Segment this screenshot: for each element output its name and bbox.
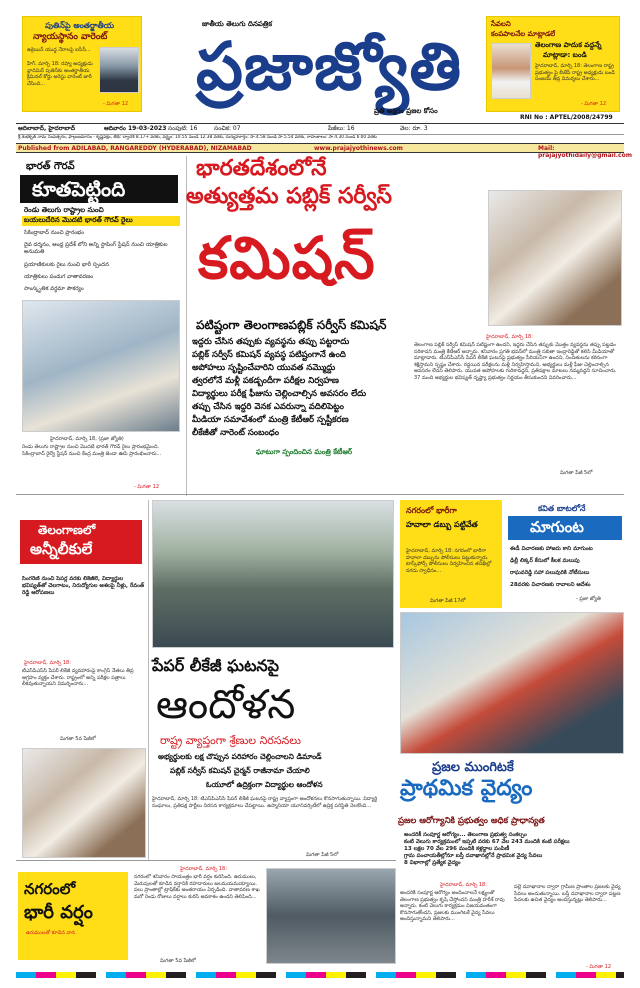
dateline-issue: సంచిక: 07 — [214, 125, 241, 132]
lead-point: అపోహలు సృష్టించేవారిని యువత నమ్మొద్దు — [192, 363, 336, 373]
hawala-body: హైదరాబాద్, మార్చి 18: నగరంలో భారీగా హవాలా డబ్బును పోలీసులు పట్టుకున్నారు. టాస్క్‌ఫోర్స్ పోలీసులు నిర్వహించిన తనిఖీల్లో నగదు స్వాధీనం... — [406, 548, 492, 574]
right-teaser-box — [486, 16, 620, 112]
lead-deck: పటిష్టంగా తెలంగాణపబ్లిక్ సర్వీస్ కమిషన్ — [196, 318, 387, 332]
lead-body-dateline: హైదరాబాద్, మార్చి 18: — [486, 334, 533, 340]
bharat-gaurav-headline: కూతపెట్టింది — [32, 177, 126, 201]
bharat-gaurav-kicker: భారత్ గౌరవ్ — [26, 161, 75, 172]
dateline-place: ఆదిలాబాద్, హైదరాబాద్ — [18, 125, 76, 132]
rain-body: నగరంలో శనివారం సాయంత్రం భారీ వర్షం కురిసింది. ఉరుములు, మెరుపులతో కూడిన వర్షానికి రహదారులు జలమయమయ్యాయి. పలు ప్రాంతాల్లో ట్రాఫిక్‌కు అంతరాయం ఏర్పడింది. వాతావరణ శాఖ మరో రెండు రోజులు వర్షాలు కురిసే అవకాశం ఉందని తెలిపింది... — [134, 874, 260, 900]
mail[interactable]: Mail: prajajyothidaily@gmail.com — [538, 145, 632, 159]
health-headline: ప్రాథమిక వైద్యం — [400, 776, 533, 801]
lead-points — [192, 336, 412, 440]
rain-more: మిగతా 5వ పేజీలో — [160, 958, 196, 964]
paper-leak-body: హైదరాబాద్, మార్చి 18: టీఎస్‌పీఎస్‌సీ పేపర్ లీకేజీ ఘటనపై రాష్ట్ర వ్యాప్తంగా ఆందోళనలు కొనసాగుతున్నాయి. విద్యార్థి సంఘాలు, ప్రతిపక్ష పార్టీలు నిరసన కార్యక్రమాలు చేపట్టాయి. ఉస్మానియా యూనివర్సిటీలో ఉద్రిక్త పరిస్థితి నెలకొంది... — [152, 796, 378, 809]
magunta-p4: 28వరకు విచారణకు రావాలని ఆదేశం — [510, 582, 591, 588]
website[interactable]: www.prajajyothinews.com — [314, 145, 403, 152]
bharat-gaurav-body: రెండు తెలుగు రాష్ట్రాల నుంచి మొదటి భారత్ గౌరవ్ రైలు ప్రారంభమైంది. సికింద్రాబాద్ రైల్వే స్టేషన్ నుంచి కేంద్ర మంత్రి జెండా ఊపి ప్రారంభించారు... — [22, 444, 162, 457]
paper-leak-sub: రాష్ట్ర వ్యాప్తంగా శ్రేణుల నిరసనలు — [160, 734, 301, 747]
left-teaser-kicker: పుతిన్‌పై అంతర్జాతీయ — [45, 21, 115, 30]
lead-more: మిగతా పేజీ 5లో — [560, 470, 593, 476]
paper-leak-deck2: పబ్లిక్ సర్వీస్ కమిషన్ చైర్మన్ రాజీనామా చేయాలి — [170, 766, 310, 775]
magunta-p3: రాఘవరెడ్డి సహా పలువురికి నోటీసులు — [510, 570, 590, 576]
paper-leak-more: మిగతా పేజీ 5లో — [306, 852, 339, 858]
right-teaser-headline2: మాట్లాడా: బండి — [543, 51, 587, 59]
magunta-p2: ఢిల్లీ లిక్కర్ కేసులో కీలక మలుపు — [510, 558, 580, 564]
bharat-gaurav-headline-box — [20, 175, 178, 203]
hawala-box — [400, 500, 502, 608]
bandi-photo — [491, 43, 531, 99]
rain-sub: ఉరుములతో కూడిన వాన — [26, 930, 76, 936]
paper-leak-kicker: పేపర్ లీకేజీ ఘటనపై — [152, 656, 280, 675]
health-points — [404, 832, 624, 867]
masthead-slogan: ప్రతి అక్షరం ప్రజల కోసం — [374, 107, 438, 115]
masthead-logo: ప్రజాజ్యోతి — [196, 27, 463, 105]
rain-dateline: హైదరాబాద్, మార్చి 18: — [180, 866, 227, 872]
health-body2: పల్లె దవాఖానాల ద్వారా గ్రామీణ ప్రాంతాల ప్రజలకు వైద్య సేవలు అందుతున్నాయి. బస్తీ దవాఖానాల ద్వారా పట్టణ పేదలకు ఉచిత వైద్యం అందిస్తున్నట్లు తెలిపారు... — [514, 884, 621, 903]
published-from: Published from ADILABAD, RANGAREDDY (HYDERABAD), NIZAMABAD — [18, 145, 252, 152]
lead-body: తెలంగాణ పబ్లిక్ సర్వీస్ కమిషన్ పటిష్టంగా ఉందని, ఇద్దరు చేసిన తప్పుకు మొత్తం వ్యవస్థను తప్పు పట్టడం సరికాదని మంత్రి కేటీఆర్ అన్నారు. శనివారం ప్రగతి భవన్‌లో మంత్రి సబితా ఇంద్రారెడ్డితో కలిసి మీడియాతో మాట్లాడారు. టీఎస్‌పీఎస్‌సీ పేపర్ లీకేజీ ఘటనపై ప్రభుత్వం సీరియస్‌గా ఉందని, నిందితులను కఠినంగా శిక్షిస్తామని స్పష్టం చేశారు. రద్దయిన పరీక్షలను మళ్లీ నిర్వహిస్తామని, అభ్యర్థులు మళ్లీ ఫీజు చెల్లించాల్సిన అవసరం లేదని తెలిపారు. యువత అపోహలకు గురికావద్దని, ప్రతిపక్షాల మాటలు నమ్మవద్దని సూచించారు. 37 మంది అభ్యర్థుల భవిష్యత్ దృష్ట్యా ప్రభుత్వం నిర్ణయం తీసుకుందని వివరించారు... — [414, 342, 617, 381]
panchang-bar: శ్రీ శుభకృత్ నామ సంవత్సరం, ఫాల్గుణమాసం - కృష్ణపక్షం, తిథి: ద్వాదశి 8.17+ వరకు, వర్జ్యం: 10.55 నుండి 12.38 వరకు, దుర్ముహూర్తం: సా.4.58 నుండి సా.5.54 వరకు, రాహుకాలం: సా.4.30 నుండి 6.00 వరకు — [18, 134, 624, 142]
bharat-gaurav-sub2: బయలుదేరిన మొదటి భారత్ గౌరవ్ రైలు — [22, 216, 180, 226]
telangana-body: టీఎస్‌పీఎస్‌సీ పేపర్ లీకేజీ వ్యవహారంపై కాంగ్రెస్ నేతలు తీవ్ర ఆగ్రహం వ్యక్తం చేశారు. రాష్ట్రంలో అన్ని పరీక్షల పత్రాలు లీకవుతున్నాయని విమర్శించారు... — [22, 668, 134, 687]
dateline-volume: సంపుటి: 16 — [168, 125, 198, 132]
bharat-gaurav-point3: ప్రయాణికులకు రైలు నుంచి భారీ స్పందన — [24, 262, 109, 268]
lead-kicker2: అత్యుత్తమ పబ్లిక్ సర్వీస్ — [186, 184, 392, 209]
lead-point: విద్యార్థులు పరీక్ష ఫీజును చెల్లించాల్సిన అవసరం లేదు — [192, 389, 367, 399]
lead-point: తప్పు చేసిన ఇద్దరి వెనక ఎవరున్నా వదిలిపెట్టం — [192, 402, 344, 412]
kanti-velugu-photo — [400, 612, 624, 754]
hawala-more: మిగతా పేజీ 17లో — [430, 598, 466, 604]
hawala-kicker: నగరంలో భారీగా — [406, 506, 457, 515]
health-kicker: ప్రజల ముంగిటకే — [432, 760, 514, 775]
rni-number: RNI No : APTEL/2008/24799 — [520, 114, 613, 121]
ktr-press-photo — [488, 190, 622, 326]
magunta-p1: ఈడీ విచారణకు హాజరు కాని మాగుంట — [510, 546, 593, 552]
bharat-gaurav-point5: సాంస్కృతిక వర్ధమా సౌకర్యం — [24, 286, 84, 292]
bharat-gaurav-caption: హైదరాబాద్, మార్చి 18, (ప్రజా జ్యోతి) — [50, 436, 124, 442]
right-teaser-kicker: సేవలని — [491, 20, 511, 28]
left-teaser-headline: న్యాయస్థానం వారెంట్ — [33, 32, 108, 42]
putin-photo — [99, 47, 139, 93]
bharat-gaurav-point2: దైవ దర్శనం, ఆంధ్ర ప్రదేశ్ లోని అన్ని స్టాపింగ్ స్టేషన్ నుంచి యాత్రికుల అనుమతి — [24, 242, 168, 255]
bharat-gaurav-point1: సికింద్రాబాద్ నుంచి ప్రారంభం — [24, 230, 84, 236]
protest-photo — [152, 500, 394, 648]
health-point: 13 లక్షల 70 వేల 296 మందికి కళ్లద్దాల పంపిణీ — [404, 846, 510, 852]
telangana-caption: హైదరాబాద్, మార్చి 18: — [24, 660, 71, 666]
health-point: 8 విభాగాల్లో ప్రత్యేక వైద్యం — [404, 860, 461, 866]
left-teaser-body: హేగ్, మార్చి 18: రష్యా అధ్యక్షుడు వ్లాదిమిర్ పుతిన్‌కు అంతర్జాతీయ క్రిమినల్ కోర్టు అరెస్టు వారెంట్ జారీ చేసింది... — [27, 61, 93, 87]
rain-headline2: భారీ వర్షం — [24, 902, 93, 923]
lead-point: మీడియా సమావేశంలో మంత్రి కేటీఆర్ స్పష్టీకరణ — [192, 415, 349, 425]
bharat-gaurav-sub1: రెండు తెలుగు రాష్ట్రాల నుంచి — [24, 206, 104, 214]
lead-point: త్వరలోనే మళ్లీ పకడ్బందీగా పరీక్షల నిర్వహణ — [192, 376, 339, 386]
health-headline-box — [396, 776, 624, 810]
lead-headline: కమిషన్ — [198, 224, 376, 292]
paper-leak-deck1: అభ్యర్థులకు లక్ష చొప్పున పరిహారం చెల్లించాలని డిమాండ్ — [158, 752, 322, 761]
rain-box — [18, 872, 128, 960]
telangana-headline2: అన్నీలీకులే — [30, 540, 93, 558]
health-body: అందరికీ సంపూర్ణ ఆరోగ్యం అందించాలనే లక్ష్యంతో తెలంగాణ ప్రభుత్వం కృషి చేస్తోందని మంత్రి హరీశ్ రావు అన్నారు. కంటి వెలుగు కార్యక్రమం విజయవంతంగా కొనసాగుతోందని, ప్రజలకు ముంగిటకే వైద్య సేవలు అందిస్తున్నామని తెలిపారు... — [400, 890, 505, 922]
bharat-gaurav-point4: యాత్రికులు పండుగ వాతావరణం — [24, 274, 94, 280]
hawala-headline: హవాలా డబ్బు పట్టివేత — [406, 520, 478, 529]
magunta-headline-box — [508, 516, 622, 540]
bharat-gaurav-photo — [22, 300, 180, 432]
dateline-bar — [16, 123, 624, 133]
telangana-sub: సింగరేణి నుంచి పేపర్ల వరకు లీకేజీలే, విద్యార్థుల భవిష్యత్‌తో చెలగాటం, నిరుద్యోగుల ఆశలపై నీళ్లు, రేవంత్ రెడ్డి ఆరోపణలు — [22, 576, 145, 596]
rain-photo — [266, 868, 396, 964]
magunta-box — [506, 500, 624, 608]
health-dateline: హైదరాబాద్, మార్చి 18: — [440, 882, 487, 888]
masthead-tagline: జాతీయ తెలుగు దినపత్రిక — [202, 20, 272, 28]
health-point: అందరికీ సంపూర్ణ ఆరోగ్యం... తెలంగాణ ప్రభుత్వ సంకల్పం — [404, 832, 527, 838]
paper-leak-headline: ఆందోళన — [156, 682, 296, 728]
revanth-photo — [22, 748, 146, 858]
rain-headline1: నగరంలో — [24, 880, 76, 898]
health-point: కంటి వెలుగు కార్యక్రమంలో ఇప్పటి వరకు 67 వేల 243 మందికి కంటి పరీక్షలు — [404, 839, 570, 845]
health-sub: ప్రజల ఆరోగ్యానికి ప్రభుత్వం అధిక ప్రాధాన్యత — [398, 816, 545, 826]
magunta-more: - ప్రజా జ్యోతి — [576, 596, 601, 602]
right-teaser-body: హైదరాబాద్, మార్చి 18: తెలంగాణ రాష్ట్ర ప్రభుత్వం పై బీజేపీ రాష్ట్ర అధ్యక్షుడు బండి సంజయ్ తీవ్ర విమర్శలు చేశారు... — [535, 63, 615, 82]
dateline-price: వెల: రూ. 3 — [400, 125, 428, 132]
lead-kicker1: భారతదేశంలోనే — [196, 156, 327, 181]
left-teaser-sub: ఉక్రెయిన్ యుద్ధ నేరాలపై ఐసీసీ... — [27, 47, 91, 53]
right-teaser-headline: తెలంగాణ పాదుక వద్దన్నే — [535, 41, 602, 49]
telangana-headline1: తెలంగాణలో — [38, 523, 96, 537]
magunta-kicker: కవిత బాటలోనే — [538, 504, 586, 513]
telangana-box — [20, 520, 142, 564]
lead-point: ఇద్దరు చేసిన తప్పుకు వ్యవస్థను తప్పు పట్టరాదు — [192, 337, 350, 347]
lead-point: లీకేజీతో నారెంట్ సంబంధం — [192, 428, 280, 438]
right-teaser-kicker2: కంపపాలనేల మాట్లాడలే — [491, 30, 556, 38]
published-bar — [16, 143, 632, 159]
color-registration-bar — [16, 972, 624, 978]
magunta-headline: మాగుంట — [530, 518, 584, 536]
lead-point: పబ్లిక్ సర్వీస్ కమిషన్ వ్యవస్థ పటిష్టంగానే ఉంది — [192, 350, 346, 360]
health-more: - మిగతా 12 — [586, 964, 612, 970]
right-teaser-more: - మిగతా 12 — [581, 101, 607, 107]
left-teaser-box — [22, 16, 142, 112]
bharat-gaurav-more: - మిగతా 12 — [134, 484, 160, 490]
health-point: గ్రామ పంచాయతీల్లోనూ బస్తీ దవాఖానల్లోనే ప్రాథమిక వైద్య సేవలు — [404, 853, 543, 859]
dateline-date: ఆదివారం 19-03-2023 — [104, 125, 167, 132]
paper-leak-deck3: ఓయూలో ఉద్రిక్తంగా విద్యార్థుల ఆందోళన — [206, 780, 323, 789]
telangana-more: మిగతా 5వ పేజీలో — [60, 736, 96, 742]
left-teaser-more: - మిగతా 12 — [103, 101, 129, 107]
lead-bottom-kicker: ఘాటుగా స్పందించిన మంత్రి కేటీఆర్ — [256, 448, 353, 456]
dateline-pages: పేజీలు: 16 — [328, 125, 355, 132]
